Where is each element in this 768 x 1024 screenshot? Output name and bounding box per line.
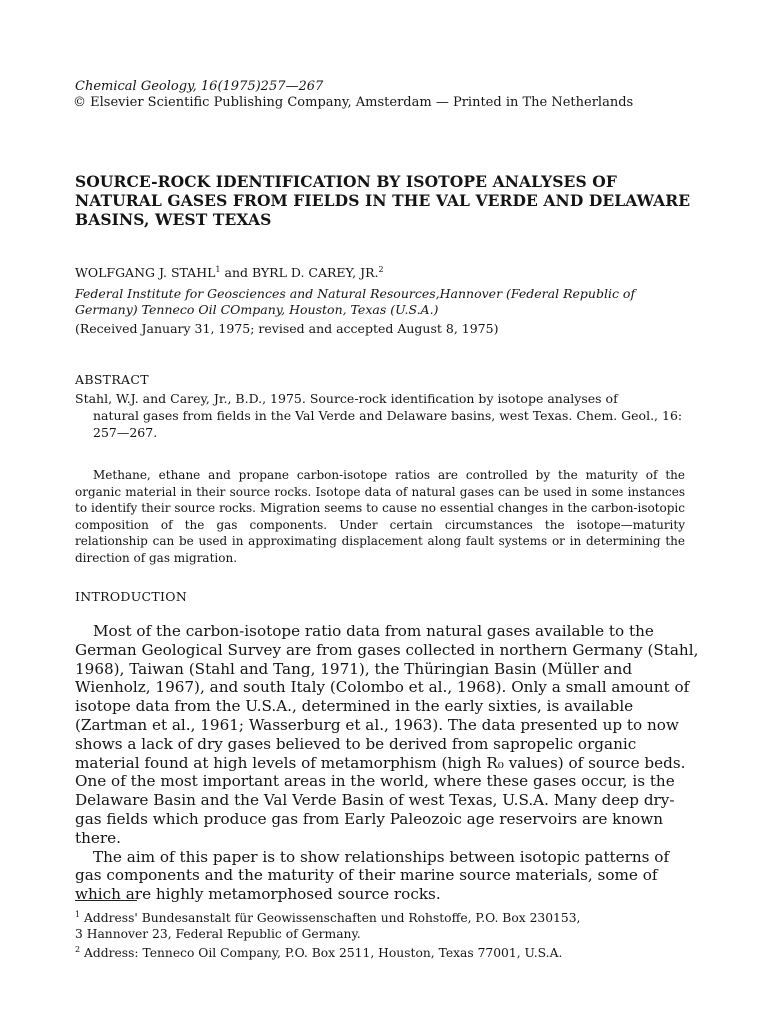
footnote-1-continuation: 3 Hannover 23, Federal Republic of Germany. <box>75 927 361 942</box>
publisher-line: © Elsevier Scientific Publishing Company, Amsterdam — Printed in The Netherlands <box>73 95 634 110</box>
footnote-mark: 2 <box>75 945 81 955</box>
footnote-1 <box>75 907 695 926</box>
abstract-citation <box>75 390 685 441</box>
introduction-body <box>75 622 700 904</box>
paper-title: SOURCE-ROCK IDENTIFICATION BY ISOTOPE ANALYSES OF NATURAL GASES FROM FIELDS IN THE VAL VERDE AND DELAWARE BASINS, WEST TEXAS <box>75 172 691 229</box>
received-dates: (Received January 31, 1975; revised and accepted August 8, 1975) <box>75 321 499 336</box>
author-footnote-mark: 1 <box>215 265 221 274</box>
footnote-mark: 1 <box>75 910 81 919</box>
footnote-text: Address: Tenneco Oil Company, P.O. Box 2511, Houston, Texas 77001, U.S.A. <box>80 946 563 961</box>
footnote-separator <box>75 900 137 901</box>
author-conjunction: and <box>220 265 252 281</box>
citation-continuation: natural gases from fields in the Val Verde and Delaware basins, west Texas. Chem. Geol., 16: 257—267. <box>93 408 683 440</box>
affiliation: Federal Institute for Geosciences and Natural Resources,Hannover (Federal Republic of Germany) Tenneco Oil COmpany, Houston, Texas (U.S.A.) <box>75 286 636 317</box>
footnote-text: Address' Bundesanstalt für Geowissenschaften und Rohstoffe, P.O. Box 230153, <box>80 911 581 926</box>
introduction-paragraph: Most of the carbon-isotope ratio data from natural gases available to the German Geological Survey are from gases collected in northern Germany (Stahl, 1968), Taiwan (Stahl and Tang, 1971), the Thüringian Basin (Müller and Wienholz, 1967), and south Italy (Colombo et al., 1968). Only a small amount of isotope data from the U.S.A., determined in the early sixties, is available (Zartman et al., 1961; Wasserburg et al., 1963). The data presented up to now shows a lack of dry gases believed to be derived from sapropelic organic material found at high levels of metamorphism (high R₀ values) of source beds. One of the most important areas in the world, where these gases occur, is the Delaware Basin and the Val Verde Basin of west Texas, U.S.A. Many deep dry-gas fields which produce gas from Early Paleozoic age reservoirs are known there. <box>75 622 699 847</box>
journal-header <box>75 79 633 111</box>
introduction-paragraph: The aim of this paper is to show relationships between isotopic patterns of gas components and the maturity of their marine source materials, some of which are highly metamorphosed source rocks. <box>75 847 670 904</box>
abstract-heading: ABSTRACT <box>75 372 149 387</box>
introduction-heading: INTRODUCTION <box>75 589 188 604</box>
author-name: WOLFGANG J. STAHL <box>75 265 216 281</box>
author-name: BYRL D. CAREY, JR. <box>251 265 379 281</box>
citation-first-line: Stahl, W.J. and Carey, Jr., B.D., 1975. Source-rock identification by isotope analyses of <box>75 391 618 406</box>
footnote-2 <box>75 942 695 961</box>
abstract-text: Methane, ethane and propane carbon-isotope ratios are controlled by the maturity of the organic material in their source rocks. Isotope data of natural gases can be used in some instances to identify their source rocks. Migration seems to cause no essential changes in the carbon-isotopic composition of the gas components. Under certain circumstances the isotope—maturity relationship can be used in approximating displacement along fault systems or in determining the direction of gas migration. <box>75 468 685 565</box>
footnotes <box>75 907 695 961</box>
author-list <box>75 265 384 280</box>
journal-citation: Chemical Geology, 16(1975)257—267 <box>75 79 324 94</box>
author-footnote-mark: 2 <box>378 265 384 274</box>
